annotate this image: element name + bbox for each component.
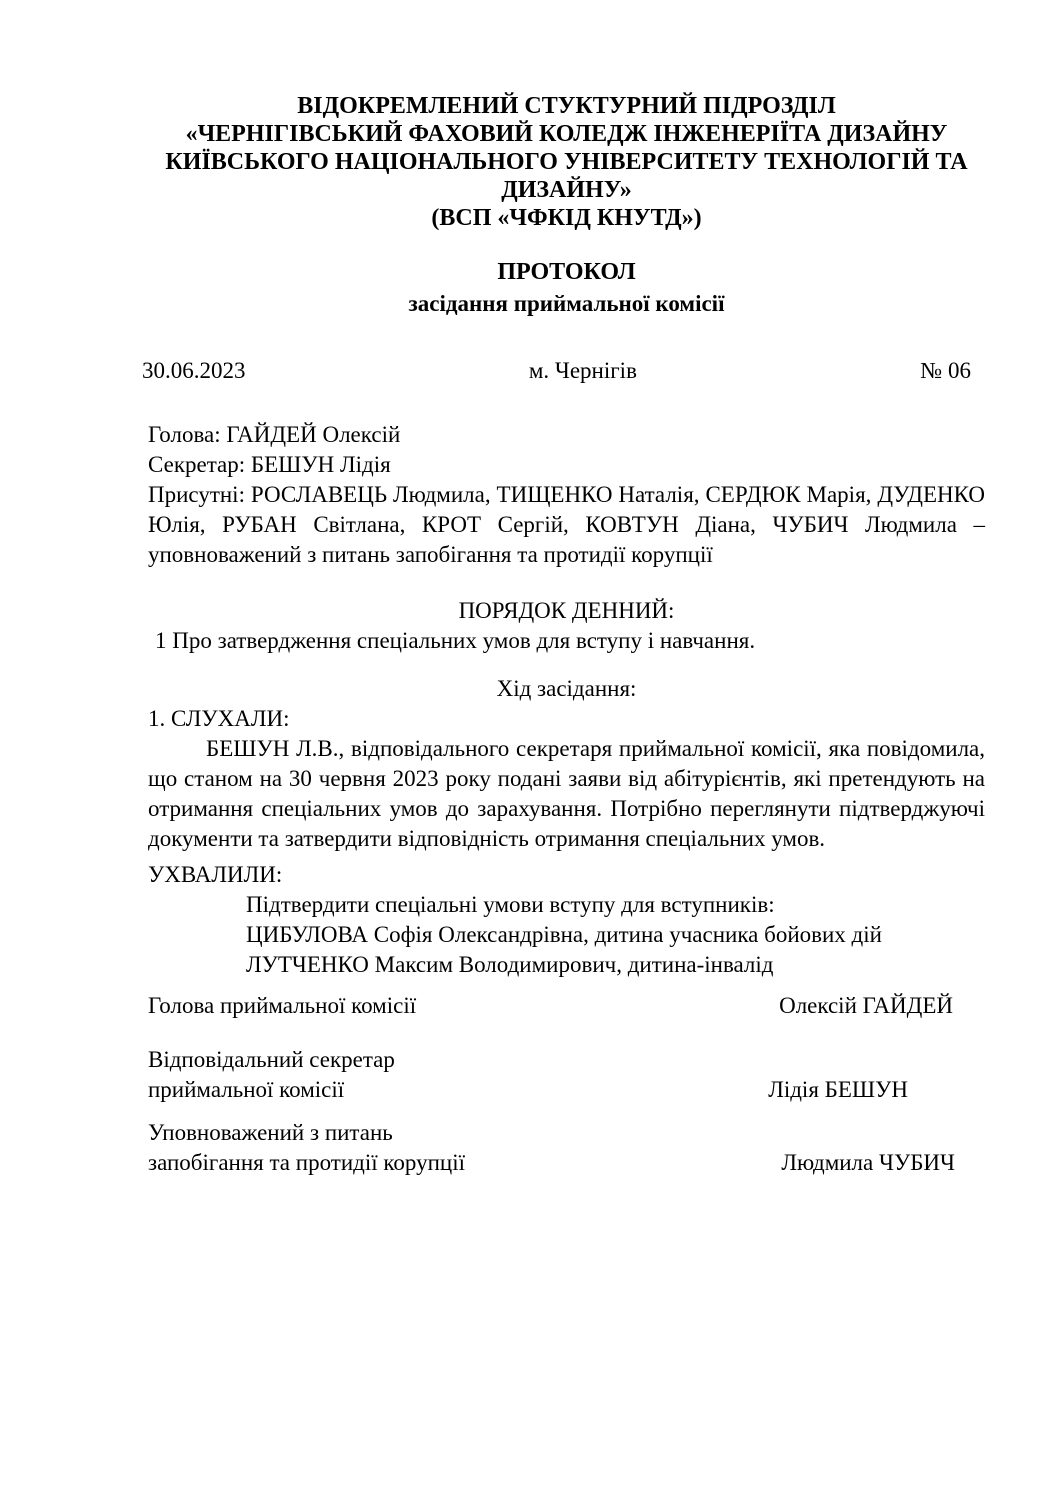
present-paragraph: Присутні: РОСЛАВЕЦЬ Людмила, ТИЩЕНКО Наталія, СЕРДЮК Марія, ДУДЕНКО Юлія, РУБАН Світлана, КРОТ Сергій, КОВТУН Діана, ЧУБИЧ Людмила – уповноважений з питань запобігання та протидії корупції — [148, 482, 985, 567]
document-number: № 06 — [920, 358, 971, 383]
chairman-line: Голова: ГАЙДЕЙ Олексій — [148, 422, 401, 447]
signature-role — [148, 991, 416, 1021]
signature-row-chairman — [148, 991, 985, 1021]
org-abbreviation-line: (ВСП «ЧФКІД КНУТД») — [431, 205, 702, 231]
document-place: м. Чернігів — [528, 358, 637, 383]
resolved-item: Підтвердити спеціальні умови вступу для вступників: — [246, 892, 775, 917]
signature-row-secretary — [148, 1045, 985, 1105]
signature-role-line: приймальної комісії — [148, 1077, 345, 1102]
document-title: ПРОТОКОЛ — [497, 259, 636, 285]
signature-role-line: запобігання та протидії корупції — [148, 1150, 465, 1175]
heard-label: 1. СЛУХАЛИ: — [148, 706, 290, 731]
org-name-line: ДИЗАЙНУ» — [501, 177, 632, 203]
proceedings-heading: Хід засідання: — [496, 676, 637, 701]
agenda-heading: ПОРЯДОК ДЕННИЙ: — [458, 598, 675, 623]
resolved-items — [246, 890, 985, 980]
secretary-line: Секретар: БЕШУН Лідія — [148, 452, 391, 477]
org-name-line: «ЧЕРНІГІВСЬКИЙ ФАХОВИЙ КОЛЕДЖ ІНЖЕНЕРІЇТА ДИЗАЙНУ — [185, 121, 948, 147]
signature-role-line: Голова приймальної комісії — [148, 993, 417, 1018]
resolved-item: ЦИБУЛОВА Софія Олександрівна, дитина учасника бойових дій — [246, 922, 882, 947]
signature-role-line: Уповноважений з питань — [148, 1120, 393, 1145]
org-name-line: КИЇВСЬКОГО НАЦІОНАЛЬНОГО УНІВЕРСИТЕТУ ТЕХНОЛОГІЙ ТА — [165, 149, 968, 175]
signature-role — [148, 1118, 465, 1178]
resolved-label: УХВАЛИЛИ: — [148, 862, 283, 887]
participants-block — [148, 420, 985, 570]
document-date: 30.06.2023 — [142, 358, 246, 383]
heard-paragraph: БЕШУН Л.В., відповідального секретаря приймальної комісії, яка повідомила, що станом на 30 червня 2023 року подані заяви від абітурієнтів, які претендують на отримання спеціальних умов до зарахування. Потрібно переглянути підтверджуючі документи та затвердити відповідність отримання спеціальних умов. — [148, 736, 985, 851]
signature-row-anticorruption-officer — [148, 1118, 985, 1178]
signatures-block — [148, 991, 985, 1178]
signature-name: Олексій ГАЙДЕЙ — [779, 993, 953, 1018]
meta-row — [142, 356, 985, 386]
signature-name: Лідія БЕШУН — [768, 1077, 908, 1102]
agenda-item: 1 Про затвердження спеціальних умов для вступу і навчання. — [155, 628, 756, 653]
org-name-line: ВІДОКРЕМЛЕНИЙ СТУКТУРНИЙ ПІДРОЗДІЛ — [297, 93, 836, 119]
signature-role-line: Відповідальний секретар — [148, 1047, 395, 1072]
resolved-item: ЛУТЧЕНКО Максим Володимирович, дитина-інвалід — [246, 952, 774, 977]
signature-name: Людмила ЧУБИЧ — [781, 1150, 955, 1175]
document-subtitle: засідання приймальної комісії — [408, 291, 725, 316]
organization-header — [148, 92, 985, 232]
signature-role — [148, 1045, 395, 1105]
